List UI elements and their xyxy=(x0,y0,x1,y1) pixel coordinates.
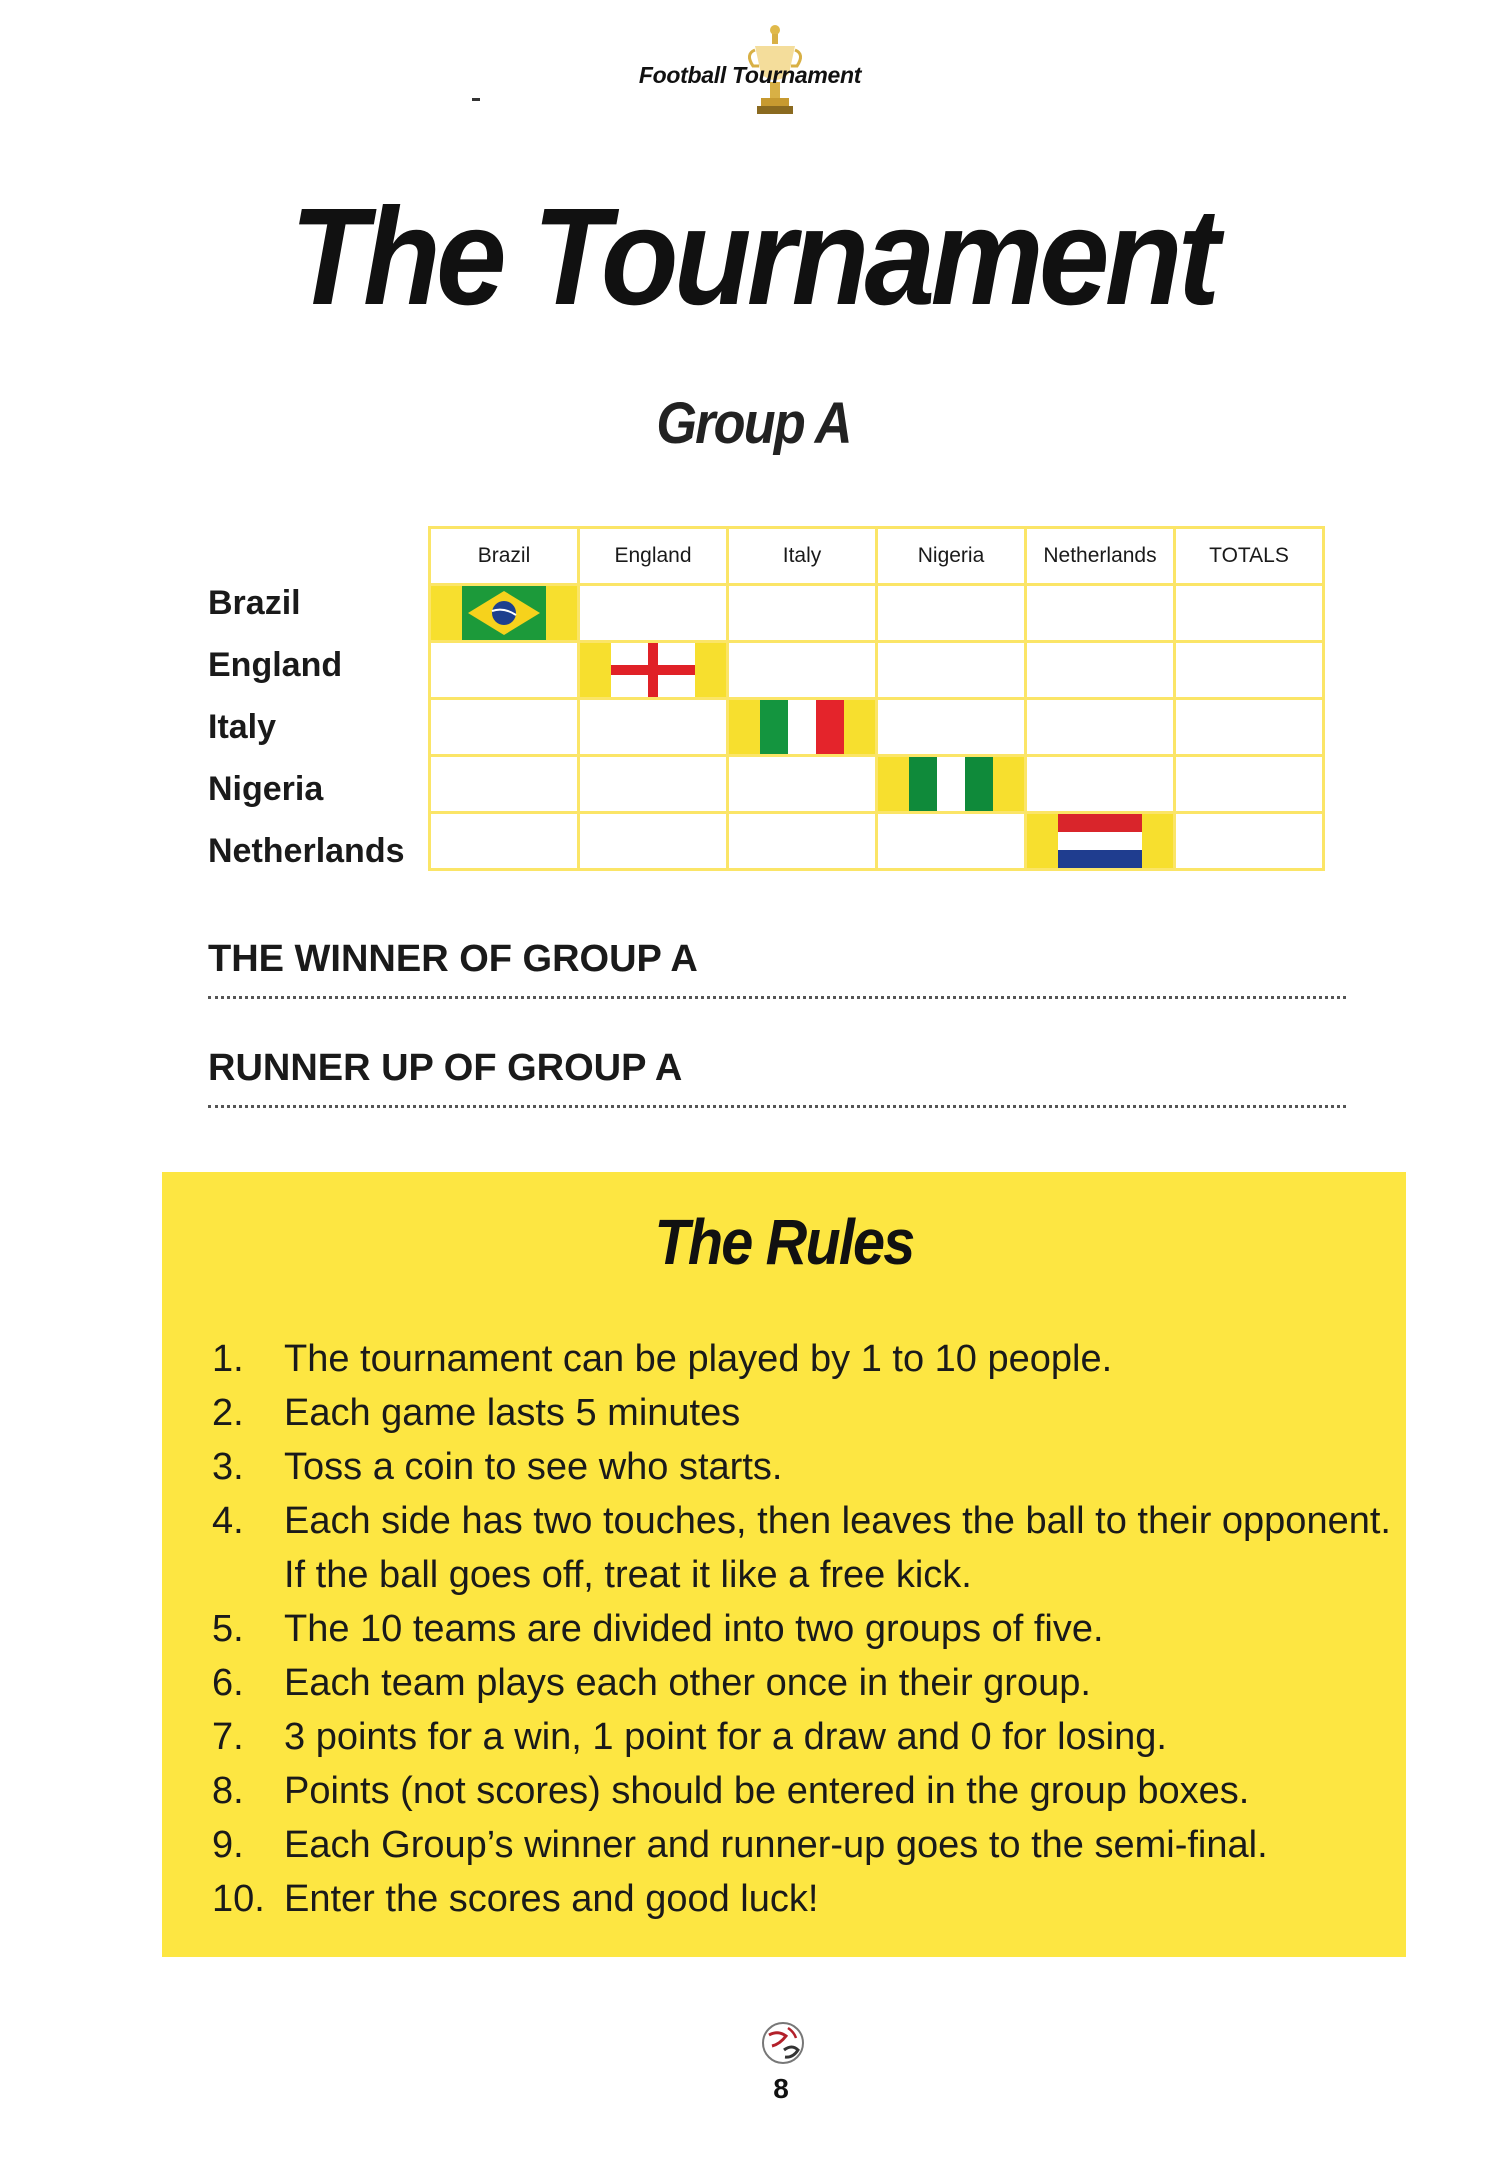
rules-title: The Rules xyxy=(654,1206,914,1278)
cell-brazil-totals[interactable] xyxy=(1175,585,1324,642)
row-label-brazil: Brazil xyxy=(208,584,301,622)
column-header-nigeria: Nigeria xyxy=(877,528,1026,585)
cell-brazil-england[interactable] xyxy=(579,585,728,642)
rule-item xyxy=(212,1656,1392,1710)
table-row xyxy=(430,699,1324,756)
rule-text: The 10 teams are divided into two groups of five. xyxy=(284,1608,1104,1650)
column-header-netherlands: Netherlands xyxy=(1026,528,1175,585)
rule-number: 2. xyxy=(212,1392,244,1434)
cell-brazil-netherlands[interactable] xyxy=(1026,585,1175,642)
cell-italy-totals[interactable] xyxy=(1175,699,1324,756)
rule-number: 3. xyxy=(212,1446,244,1488)
cell-england-brazil[interactable] xyxy=(430,642,579,699)
rule-text: Enter the scores and good luck! xyxy=(284,1878,819,1920)
row-label-england: England xyxy=(208,646,343,684)
netherlands-flag-icon xyxy=(1058,814,1142,868)
cell-nigeria-nigeria xyxy=(877,756,1026,813)
rule-text: Each side has two touches, then leaves the ball to their opponent. If the ball goes off, treat it like a free kick. xyxy=(284,1500,1391,1596)
row-label-netherlands: Netherlands xyxy=(208,832,405,870)
column-header-brazil: Brazil xyxy=(430,528,579,585)
rule-text: Each Group’s winner and runner-up goes to the semi-final. xyxy=(284,1824,1268,1866)
rule-number: 8. xyxy=(212,1770,244,1812)
cell-netherlands-brazil[interactable] xyxy=(430,813,579,870)
brazil-flag-icon xyxy=(462,586,546,640)
cell-england-nigeria[interactable] xyxy=(877,642,1026,699)
rule-number: 1. xyxy=(212,1338,244,1380)
runner-up-label: RUNNER UP OF GROUP A xyxy=(208,1047,683,1089)
winner-field[interactable] xyxy=(208,938,1346,998)
column-header-totals: TOTALS xyxy=(1175,528,1324,585)
rules-box xyxy=(162,1172,1406,1957)
rule-number: 10. xyxy=(212,1878,265,1920)
rule-item xyxy=(212,1386,1392,1440)
rule-number: 7. xyxy=(212,1716,244,1758)
england-flag-icon xyxy=(611,643,695,697)
rule-number: 5. xyxy=(212,1608,244,1650)
cell-italy-brazil[interactable] xyxy=(430,699,579,756)
group-a-table xyxy=(428,526,1325,871)
cell-netherlands-england[interactable] xyxy=(579,813,728,870)
cell-brazil-nigeria[interactable] xyxy=(877,585,1026,642)
row-label-italy: Italy xyxy=(208,708,277,746)
table-row xyxy=(430,813,1324,870)
cell-nigeria-netherlands[interactable] xyxy=(1026,756,1175,813)
rule-item xyxy=(212,1818,1392,1872)
rule-item xyxy=(212,1710,1392,1764)
cell-netherlands-netherlands xyxy=(1026,813,1175,870)
rules-list xyxy=(212,1332,1392,1926)
runner-up-dotted-line xyxy=(208,1105,1346,1108)
rule-text: The tournament can be played by 1 to 10 people. xyxy=(284,1338,1113,1380)
table-row xyxy=(430,585,1324,642)
winner-dotted-line xyxy=(208,996,1346,999)
column-header-italy: Italy xyxy=(728,528,877,585)
nigeria-flag-icon xyxy=(909,757,993,811)
column-header-england: England xyxy=(579,528,728,585)
table-row xyxy=(430,642,1324,699)
cell-brazil-italy[interactable] xyxy=(728,585,877,642)
rule-text: Each team plays each other once in their group. xyxy=(284,1662,1091,1704)
rule-item xyxy=(212,1332,1392,1386)
runner-up-field[interactable] xyxy=(208,1047,1346,1107)
cell-nigeria-italy[interactable] xyxy=(728,756,877,813)
rule-number: 4. xyxy=(212,1500,244,1542)
page-title: The Tournament xyxy=(290,180,1216,334)
group-title: Group A xyxy=(656,391,851,456)
cell-italy-netherlands[interactable] xyxy=(1026,699,1175,756)
rule-item xyxy=(212,1440,1392,1494)
rule-item xyxy=(212,1494,1392,1602)
rule-item xyxy=(212,1602,1392,1656)
header-title: Football Tournament xyxy=(638,62,862,88)
winner-label: THE WINNER OF GROUP A xyxy=(208,938,698,980)
page-header xyxy=(0,20,1500,130)
rule-text: Each game lasts 5 minutes xyxy=(284,1392,741,1434)
header-mark xyxy=(472,98,480,101)
cell-italy-nigeria[interactable] xyxy=(877,699,1026,756)
rule-text: 3 points for a win, 1 point for a draw and 0 for losing. xyxy=(284,1716,1167,1758)
cell-italy-england[interactable] xyxy=(579,699,728,756)
italy-flag-icon xyxy=(760,700,844,754)
rule-text: Points (not scores) should be entered in the group boxes. xyxy=(284,1770,1250,1812)
rule-item xyxy=(212,1764,1392,1818)
table-row xyxy=(430,756,1324,813)
rule-number: 6. xyxy=(212,1662,244,1704)
table-header-row xyxy=(430,528,1324,585)
cell-netherlands-nigeria[interactable] xyxy=(877,813,1026,870)
page-number: 8 xyxy=(773,2073,789,2104)
row-label-nigeria: Nigeria xyxy=(208,770,324,808)
cell-netherlands-totals[interactable] xyxy=(1175,813,1324,870)
cell-italy-italy xyxy=(728,699,877,756)
rule-text: Toss a coin to see who starts. xyxy=(284,1446,783,1488)
football-icon xyxy=(760,2020,806,2066)
cell-england-totals[interactable] xyxy=(1175,642,1324,699)
cell-nigeria-brazil[interactable] xyxy=(430,756,579,813)
rule-number: 9. xyxy=(212,1824,244,1866)
cell-england-england xyxy=(579,642,728,699)
cell-england-italy[interactable] xyxy=(728,642,877,699)
cell-brazil-brazil xyxy=(430,585,579,642)
cell-netherlands-italy[interactable] xyxy=(728,813,877,870)
rule-item xyxy=(212,1872,1392,1926)
cell-nigeria-totals[interactable] xyxy=(1175,756,1324,813)
cell-nigeria-england[interactable] xyxy=(579,756,728,813)
cell-england-netherlands[interactable] xyxy=(1026,642,1175,699)
